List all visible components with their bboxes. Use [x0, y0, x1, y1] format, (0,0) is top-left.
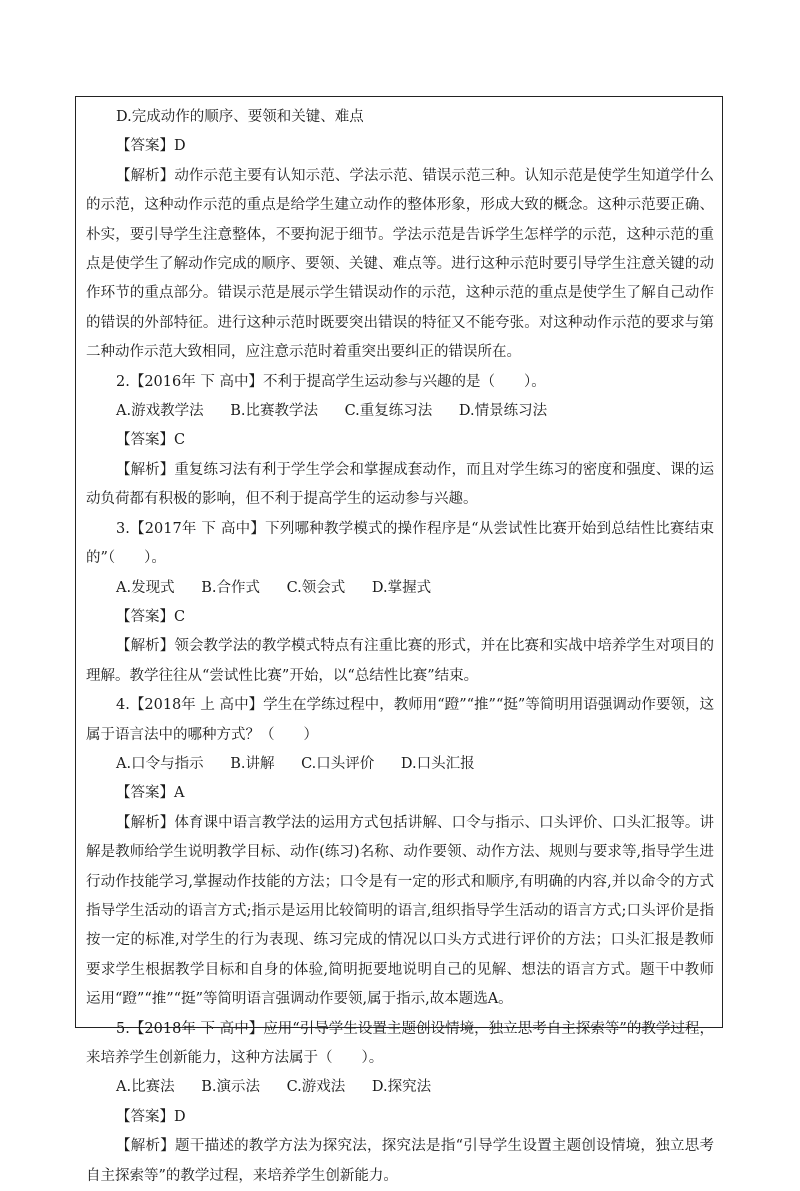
- options-2: [86, 397, 714, 426]
- analysis-3: 【解析】领会教学法的教学模式特点有注重比赛的形式，并在比赛和实战中培养学生对项目的理解。教学往往从“尝试性比赛”开始，以“总结性比赛”结束。: [86, 638, 714, 684]
- options-5: [86, 1073, 714, 1102]
- option-a: A.比赛法: [116, 1079, 175, 1096]
- option-b: B.合作式: [201, 579, 260, 596]
- answer-4: 【答案】A: [116, 785, 185, 802]
- question-4: 4.【2018年 上 高中】学生在学练过程中，教师用“蹬”“推”“挺”等简明用语强调动作要领，这属于语言法中的哪种方式？（ ）: [86, 697, 714, 743]
- options-4: [86, 750, 714, 779]
- analysis-1: 【解析】动作示范主要有认知示范、学法示范、错误示范三种。认知示范是使学生知道学什么的示范，这种动作示范的重点是给学生建立动作的整体形象，形成大致的概念。这种示范要正确、朴实，要引导学生注意整体，不要拘泥于细节。学法示范是告诉学生怎样学的示范，这种示范的重点是使学生了解动作完成的顺序、要领、关键、难点等。进行这种示范时要引导学生注意关键的动作环节的重点部分。错误示范是展示学生错误动作的示范，这种示范的重点是使学生了解自己动作的错误的外部特征。进行这种示范时既要突出错误的特征又不能夸张。对这种动作示范的要求与第二种动作示范大致相同，应注意示范时着重突出要纠正的错误所在。: [86, 167, 714, 361]
- answer-2: 【答案】C: [116, 432, 186, 449]
- option-d: D.口头汇报: [400, 755, 475, 772]
- option-b: B.演示法: [201, 1079, 260, 1096]
- document-frame: [75, 96, 723, 1184]
- answer-5: 【答案】D: [116, 1108, 186, 1125]
- option-b: B.讲解: [230, 755, 275, 772]
- question-5: 5.【2018年 下 高中】应用“引导学生设置主题创设情境，独立思考自主探索等”的教学过程，来培养学生创新能力，这种方法属于（ ）。: [86, 1020, 714, 1066]
- question-3: 3.【2017年 下 高中】下列哪种教学模式的操作程序是“从尝试性比赛开始到总结性比赛结束的”（ ）。: [86, 520, 714, 567]
- answer-3: 【答案】C: [116, 608, 186, 625]
- option-c: C.口头评价: [301, 755, 375, 772]
- question-2: 2.【2016年 下 高中】不利于提高学生运动参与兴趣的是（ ）。: [116, 373, 546, 390]
- option-c: C.游戏法: [286, 1079, 346, 1096]
- option-d: D.情景练习法: [458, 403, 548, 420]
- document-content: [76, 97, 724, 1191]
- option-a: A.发现式: [116, 579, 175, 596]
- option-d-line: D.完成动作的顺序、要领和关键、难点: [116, 109, 364, 125]
- option-c: C.重复练习法: [344, 403, 433, 420]
- option-d: D.掌握式: [371, 579, 432, 596]
- option-a: A.口令与指示: [116, 755, 204, 772]
- option-d: D.探究法: [371, 1079, 432, 1096]
- option-b: B.比赛教学法: [230, 403, 318, 420]
- option-a: A.游戏教学法: [116, 403, 204, 420]
- analysis-5: 【解析】题干描述的教学方法为探究法，探究法是指“引导学生设置主题创设情境，独立思考自主探索等”的教学过程，来培养学生创新能力。: [86, 1138, 714, 1184]
- analysis-4: 【解析】体育课中语言教学法的运用方式包括讲解、口令与指示、口头评价、口头汇报等。讲解是教师给学生说明教学目标、动作(练习)名称、动作要领、动作方法、规则与要求等,指导学生进行动作技能学习,掌握动作技能的方法；口令是有一定的形式和顺序,有明确的内容,并以命令的方式指导学生活动的语言方式;指示是运用比较简明的语言,组织指导学生活动的语言方式;口头评价是指按一定的标准,对学生的行为表现、练习完成的情况以口头方式进行评价的方法；口头汇报是教师要求学生根据教学目标和自身的体验,简明扼要地说明自己的见解、想法的语言方式。题干中教师运用“蹬”“推”“挺”等简明语言强调动作要领,属于指示,故本题选A。: [86, 814, 714, 1008]
- answer-1: 【答案】D: [116, 138, 186, 155]
- analysis-2: 【解析】重复练习法有利于学生学会和掌握成套动作，而且对学生练习的密度和强度、课的运动负荷都有积极的影响，但不利于提高学生的运动参与兴趣。: [86, 461, 714, 508]
- options-3: [86, 574, 714, 603]
- option-c: C.领会式: [286, 579, 346, 596]
